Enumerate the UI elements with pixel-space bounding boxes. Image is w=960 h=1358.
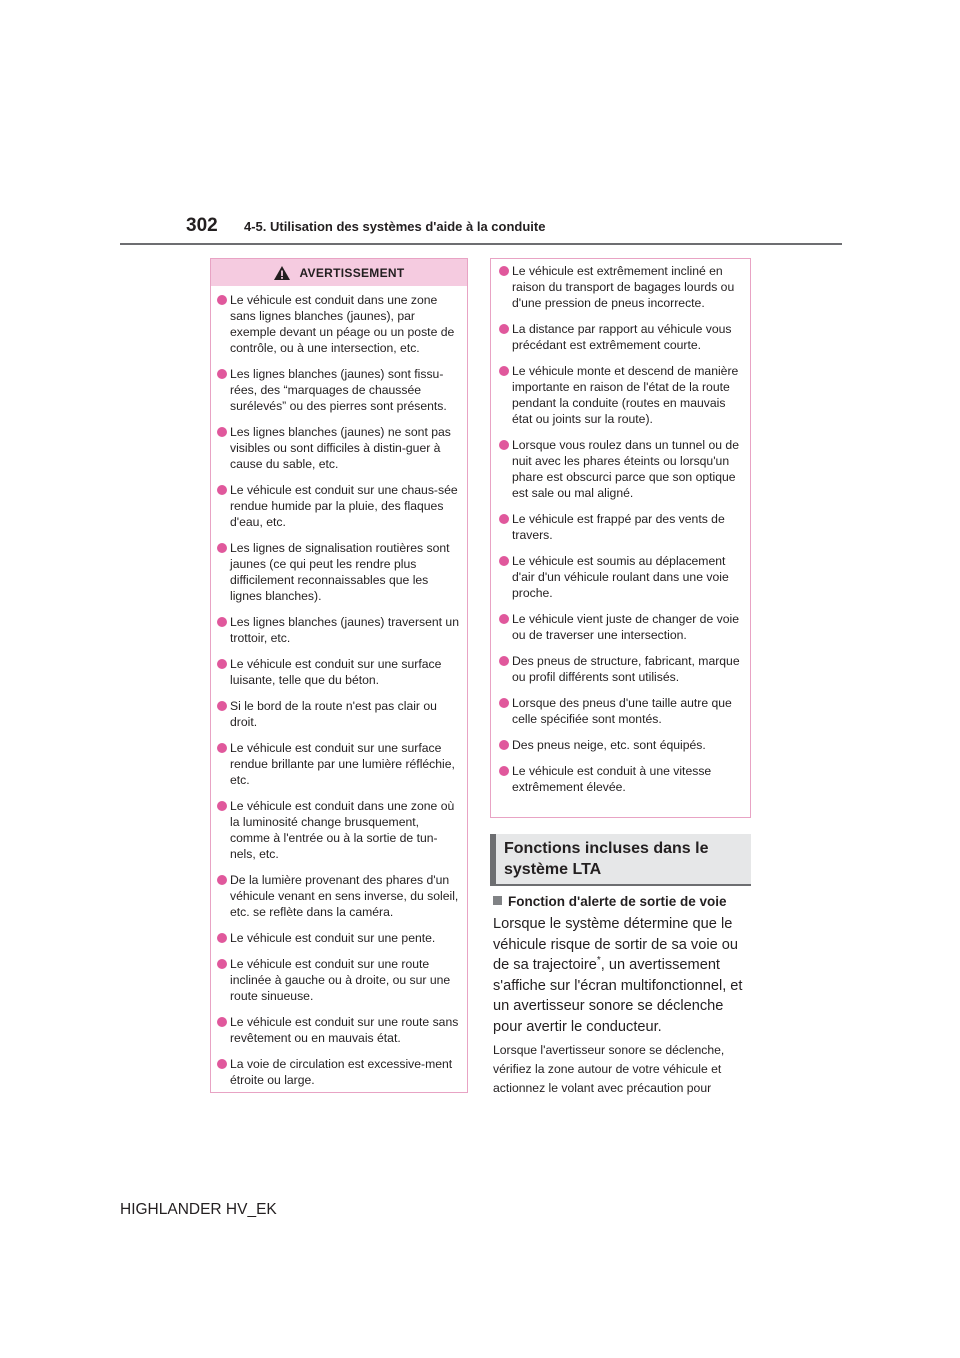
list-item-text: Le véhicule monte et descend de manière importante en raison de l'état de la route pendant la conduite (routes en mauvais état ou joints sur la route). (512, 364, 739, 426)
section-title: 4-5. Utilisation des systèmes d'aide à la conduite (244, 219, 546, 234)
list-item (499, 437, 744, 501)
bullet-icon (217, 427, 227, 437)
warning-title: AVERTISSEMENT (299, 265, 405, 280)
list-item (217, 366, 461, 414)
header-rule (120, 243, 842, 245)
list-item (499, 737, 744, 753)
bullet-icon (217, 1017, 227, 1027)
list-item (217, 614, 461, 646)
bullet-icon (499, 698, 509, 708)
list-item (217, 698, 461, 730)
list-item-text: La voie de circulation est excessive-ment étroite ou large. (230, 1057, 453, 1087)
list-item-text: Le véhicule est conduit sur une chaus-sée rendue humide par la pluie, des flaques d'eau, etc. (230, 483, 458, 529)
list-item-text: Le véhicule est conduit dans une zone où la luminosité change brusquement, comme à l'entrée ou à la sortie de tun-nels, etc. (230, 799, 455, 861)
bullet-icon (217, 743, 227, 753)
bullet-icon (499, 324, 509, 334)
square-bullet-icon (493, 896, 502, 905)
list-item-text: Le véhicule vient juste de changer de voie ou de traverser une intersection. (512, 612, 739, 642)
list-item-text: La distance par rapport au véhicule vous précédant est extrêmement courte. (512, 322, 732, 352)
list-item-text: Si le bord de la route n'est pas clair ou droit. (230, 699, 437, 729)
list-item (217, 482, 461, 530)
list-item-text: Le véhicule est conduit sur une pente. (230, 931, 436, 945)
list-item (499, 695, 744, 727)
warning-header (211, 259, 467, 286)
list-item (217, 1014, 461, 1046)
list-item (217, 424, 461, 472)
list-item-text: Le véhicule est conduit sur une route sans revêtement ou en mauvais état. (230, 1015, 459, 1045)
list-item (499, 611, 744, 643)
list-item-text: Le véhicule est conduit sur une surface luisante, telle que du béton. (230, 657, 442, 687)
warning-box (210, 258, 468, 1093)
list-item-text: De la lumière provenant des phares d'un véhicule venant en sens inverse, du soleil, etc. se reflète dans la caméra. (230, 873, 459, 919)
list-item (217, 798, 461, 862)
section-heading-band (490, 834, 751, 886)
list-item-text: Le véhicule est conduit à une vitesse extrêmement élevée. (512, 764, 712, 794)
list-item-text: Le véhicule est frappé par des vents de travers. (512, 512, 725, 542)
warning-box-continued (490, 258, 751, 818)
bullet-icon (499, 514, 509, 524)
list-item-text: Le véhicule est conduit dans une zone sans lignes blanches (jaunes), par exemple devant un péage ou un poste de contrôle, ou à une intersection, etc. (230, 293, 455, 355)
list-item (217, 956, 461, 1004)
list-item (217, 872, 461, 920)
bullet-icon (217, 295, 227, 305)
list-item-text: Les lignes blanches (jaunes) traversent un trottoir, etc. (230, 615, 459, 645)
section-heading: Fonctions incluses dans le système LTA (504, 840, 709, 878)
bullet-icon (499, 740, 509, 750)
list-item (217, 656, 461, 688)
subsection-title-text: Fonction d'alerte de sortie de voie (508, 894, 727, 909)
page-number: 302 (186, 215, 218, 236)
bullet-icon (499, 366, 509, 376)
subsection-title (493, 894, 727, 909)
bullet-icon (217, 659, 227, 669)
list-item (217, 930, 461, 946)
warning-list (211, 286, 467, 1088)
bullet-icon (217, 369, 227, 379)
warning-list-continued (491, 259, 750, 795)
list-item-text: Lorsque vous roulez dans un tunnel ou de nuit avec les phares éteints ou lorsqu'un phare est obscurci parce que son optique est sale ou mal aligné. (512, 438, 739, 500)
bullet-icon (217, 933, 227, 943)
warning-triangle-icon (273, 265, 291, 281)
list-item-text: Des pneus de structure, fabricant, marque ou profil différents sont utilisés. (512, 654, 740, 684)
list-item-text: Des pneus neige, etc. sont équipés. (512, 738, 706, 752)
list-item (499, 363, 744, 427)
body-paragraph (493, 914, 755, 1037)
list-item-text: Le véhicule est extrêmement incliné en raison du transport de bagages lourds ou d'une pression de pneus incorrecte. (512, 264, 735, 310)
bullet-icon (217, 485, 227, 495)
list-item (217, 1056, 461, 1088)
bullet-icon (217, 875, 227, 885)
bullet-icon (217, 801, 227, 811)
list-item-text: Les lignes blanches (jaunes) ne sont pas visibles ou sont difficiles à distin-guer à cause du sable, etc. (230, 425, 451, 471)
list-item (499, 763, 744, 795)
bullet-icon (499, 440, 509, 450)
bullet-icon (499, 656, 509, 666)
note-paragraph: Lorsque l'avertisseur sonore se déclenche, vérifiez la zone autour de votre véhicule et actionnez le volant avec précaution pour (493, 1043, 725, 1095)
bullet-icon (217, 701, 227, 711)
list-item-text: Lorsque des pneus d'une taille autre que celle spécifiée sont montés. (512, 696, 732, 726)
list-item (499, 653, 744, 685)
list-item (217, 540, 461, 604)
list-item (499, 263, 744, 311)
heading-accent (490, 834, 496, 884)
list-item (499, 553, 744, 601)
bullet-icon (217, 617, 227, 627)
footnote-mark: * (596, 955, 601, 967)
list-item-text: Le véhicule est conduit sur une surface rendue brillante par une lumière réfléchie, etc. (230, 741, 455, 787)
list-item (499, 511, 744, 543)
list-item (217, 292, 461, 356)
list-item-text: Les lignes de signalisation routières sont jaunes (ce qui peut les rendre plus difficilement reconnaissables que les lignes blanches). (230, 541, 450, 603)
list-item (217, 740, 461, 788)
list-item (499, 321, 744, 353)
list-item-text: Le véhicule est soumis au déplacement d'air d'un véhicule roulant dans une voie proche. (512, 554, 729, 600)
bullet-icon (499, 766, 509, 776)
bullet-icon (499, 556, 509, 566)
bullet-icon (499, 266, 509, 276)
footer-model: HIGHLANDER HV_EK (120, 1201, 277, 1218)
body-text-after: , un avertissement s'affiche sur l'écran multifonctionnel, et un avertisseur sonore se déclenche pour avertir le conducteur. (493, 957, 743, 1035)
list-item-text: Le véhicule est conduit sur une route inclinée à gauche ou à droite, ou sur une route sinueuse. (230, 957, 451, 1003)
bullet-icon (499, 614, 509, 624)
list-item-text: Les lignes blanches (jaunes) sont fissu-rées, des “marquages de chaussée surélevés” ou des pierres sont présents. (230, 367, 447, 413)
body-text-before: Lorsque le système détermine que le véhicule risque de sortir de sa voie ou de sa trajectoire (493, 916, 738, 973)
bullet-icon (217, 1059, 227, 1069)
bullet-icon (217, 959, 227, 969)
bullet-icon (217, 543, 227, 553)
